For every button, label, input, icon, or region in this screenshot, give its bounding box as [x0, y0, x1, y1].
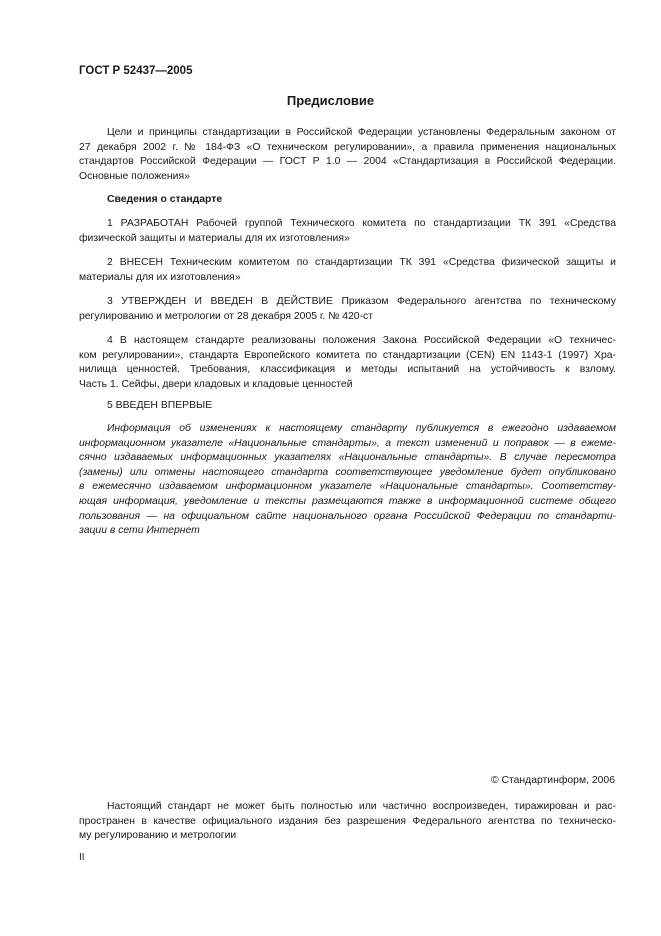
- footer-line: Настоящий стандарт не может быть полностью или частично воспроизведен, тиражирован и рас-: [107, 801, 616, 812]
- list-item-5: [79, 399, 616, 414]
- section-heading: Сведения о стандарте: [107, 194, 223, 205]
- footer-line: му регулированию и метрологии: [79, 830, 237, 842]
- list-item-4: [79, 334, 616, 392]
- document-id: ГОСТ Р 52437—2005: [79, 65, 193, 77]
- notice-line: (замены) или отмены настоящего стандарта соответствующее уведомление будет опубликовано: [79, 466, 616, 478]
- list-item-2: [79, 256, 616, 285]
- notice-line: Информация об изменениях к настоящему стандарту публикуется в ежегодно издаваемом: [107, 423, 616, 434]
- footer-line: пространен в качестве официального издания без разрешения Федерального агентства по техническо-: [79, 815, 616, 827]
- item-line: физической защиты и материалы для их изготовления»: [79, 232, 350, 244]
- notice-paragraph: [79, 422, 616, 539]
- list-item-3: [79, 295, 616, 324]
- notice-line: пользования — на официальном сайте национального органа Российской Федерации по стандарти-: [79, 510, 616, 522]
- notice-line: сячно издаваемых информационных указателях «Национальные стандарты». В случае пересмотра: [79, 452, 616, 464]
- item-line: регулированию и метрологии от 28 декабря 2005 г. № 420-ст: [79, 310, 373, 322]
- copyright: © Стандартинформ, 2006: [490, 775, 615, 786]
- page-number: II: [79, 852, 85, 863]
- item-line: Часть 1. Сейфы, двери кладовых и кладовые ценностей: [79, 378, 353, 390]
- item-line: 2 ВНЕСЕН Техническим комитетом по стандартизации ТК 391 «Средства физической защиты и: [107, 257, 616, 268]
- item-line: 4 В настоящем стандарте реализованы положения Закона Российской Федерации «О техничес-: [107, 335, 616, 346]
- list-item-1: [79, 217, 616, 246]
- footer-notice: [79, 800, 616, 844]
- item-line: 5 ВВЕДЕН ВПЕРВЫЕ: [107, 400, 213, 411]
- intro-line: Цели и принципы стандартизации в Российской Федерации установлены Федеральным законом от: [107, 127, 616, 138]
- intro-paragraph: [79, 126, 616, 184]
- notice-line: зации в сети Интернет: [79, 525, 200, 537]
- item-line: ком регулировании», стандарта Европейского комитета по стандартизации (CEN) EN 1143-1 (1997) Хра-: [79, 349, 616, 361]
- notice-line: в ежемесячно издаваемом информационном указателе «Национальные стандарты». Соответству-: [79, 481, 616, 493]
- page-title: Предисловие: [286, 93, 375, 108]
- item-line: нилища ценностей. Требования, классификация и методы испытаний на устойчивость к взлому.: [79, 364, 616, 376]
- item-line: 3 УТВЕРЖДЕН И ВВЕДЕН В ДЕЙСТВИЕ Приказом Федерального агентства по техническому: [107, 296, 616, 307]
- item-line: 1 РАЗРАБОТАН Рабочей группой Технического комитета по стандартизации ТК 391 «Средства: [107, 218, 616, 229]
- intro-line: 27 декабря 2002 г. № 184-ФЗ «О техническом регулировании», а правила применения национальных: [79, 141, 616, 153]
- item-line: материалы для их изготовления»: [79, 271, 241, 283]
- notice-line: ющая информация, уведомление и тексты размещаются также в информационной системе общего: [79, 495, 616, 507]
- notice-line: информационном указателе «Национальные стандарты», а текст изменений и поправок — в ежеме-: [79, 437, 616, 449]
- intro-line: Основные положения»: [79, 170, 190, 182]
- intro-line: стандартов Российской Федерации — ГОСТ Р 1.0 — 2004 «Стандартизация в Российской Федерации.: [79, 156, 616, 168]
